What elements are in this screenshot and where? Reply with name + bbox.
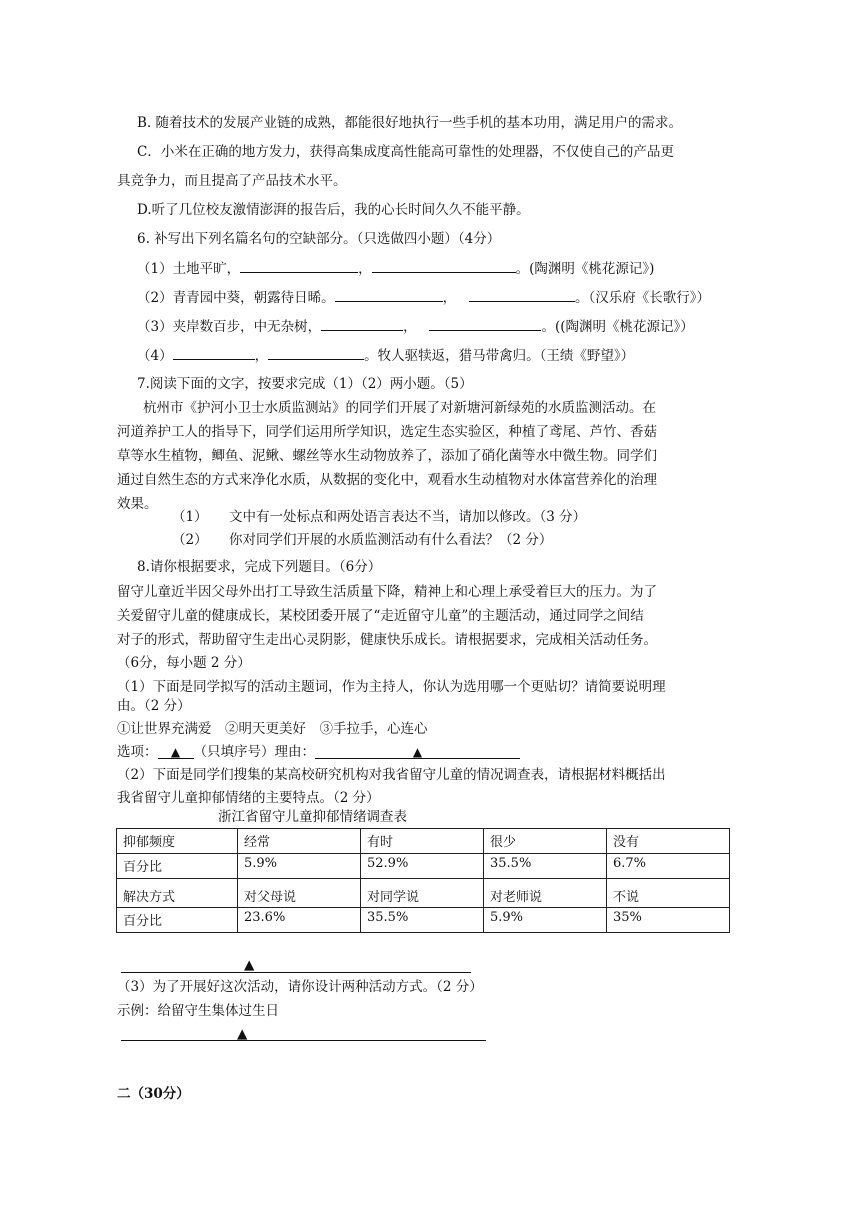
q6-item-4-blank-b[interactable] xyxy=(268,345,364,360)
q5-option-c-line2: 具竞争力，而且提高了产品技术水平。 xyxy=(117,173,347,189)
q8-passage-line4: （6分，每小题 2 分） xyxy=(117,655,251,671)
q5-option-d: D.听了几位校友激情澎湃的报告后，我的心长时间久久不能平静。 xyxy=(137,202,530,218)
q7-passage-line4: 通过自然生态的方式来净化水质，从数据的变化中，观看水生动植物对水体富营养化的治理 xyxy=(117,472,657,488)
q6-item-3-source: 。((陶渊明《桃花源记》） xyxy=(541,319,694,335)
q7-sub1-text: 文中有一处标点和两处语言表达不当，请加以修改。（3 分） xyxy=(229,509,587,525)
q7-sub1-number: （1） xyxy=(172,509,208,525)
q6-item-3-blank-b[interactable] xyxy=(429,316,541,331)
table-cell: 没有 xyxy=(607,829,730,854)
table-cell: 23.6% xyxy=(238,908,361,933)
q8-sub3-example: 示例：给留守生集体过生日 xyxy=(117,1003,279,1019)
q8-sub1-answer-line xyxy=(117,742,520,762)
q7-sub2-number: （2） xyxy=(172,532,208,548)
q6-item-2 xyxy=(137,287,710,308)
table-cell: 35.5% xyxy=(484,854,607,879)
q8-sub2-line2: 我省留守儿童抑郁情绪的主要特点。（2 分） xyxy=(117,790,380,806)
table-cell: 经常 xyxy=(238,829,361,854)
q6-item-4-prompt: （4） xyxy=(137,348,173,364)
survey-table-title: 浙江省留守儿童抑郁情绪调查表 xyxy=(218,809,407,825)
q6-item-1-blank-a[interactable] xyxy=(240,258,358,273)
table-cell: 百分比 xyxy=(117,854,238,879)
table-cell: 不说 xyxy=(607,879,730,908)
q8-passage-line1: 留守儿童近半因父母外出打工导致生活质量下降，精神上和心理上承受着巨大的压力。为了 xyxy=(117,584,657,600)
answer-triangle-icon: ▲ xyxy=(412,745,423,759)
table-cell: 有时 xyxy=(361,829,484,854)
q6-item-3-blank-a[interactable] xyxy=(321,316,403,331)
table-cell: 6.7% xyxy=(607,854,730,879)
table-row xyxy=(117,829,730,854)
table-row xyxy=(117,908,730,933)
q6-item-3-prompt: （3）夹岸数百步，中无杂树， xyxy=(137,319,322,335)
q7-sub2-text: 你对同学们开展的水质监测活动有什么看法？（2 分） xyxy=(229,532,553,548)
table-cell: 52.9% xyxy=(361,854,484,879)
table-cell: 抑郁频度 xyxy=(117,829,238,854)
q6-item-4-sep: ， xyxy=(254,348,269,364)
q6-item-3 xyxy=(137,316,694,337)
table-row xyxy=(117,854,730,879)
table-cell: 对老师说 xyxy=(484,879,607,908)
q6-item-4 xyxy=(137,345,634,366)
q6-item-1 xyxy=(137,258,654,279)
q6-item-1-source: 。(陶渊明《桃花源记》) xyxy=(515,261,655,277)
q8-sub3-text: （3）为了开展好这次活动，请你设计两种活动方式。（2 分） xyxy=(117,979,483,995)
answer-triangle-icon: ▲ xyxy=(237,1026,248,1042)
answer-triangle-icon: ▲ xyxy=(170,745,181,759)
table-cell: 5.9% xyxy=(484,908,607,933)
q8-sub1-options: ①让世界充满爱 ②明天更美好 ③手拉手，心连心 xyxy=(117,721,428,737)
q8-sub2-line1: （2）下面是同学们搜集的某高校研究机构对我省留守儿童的情况调查表，请根据材料概括出 xyxy=(117,767,666,783)
table-cell: 5.9% xyxy=(238,854,361,879)
q8-passage-line2: 关爱留守儿童的健康成长，某校团委开展了“走近留守儿童”的主题活动，通过同学之间结 xyxy=(117,608,644,624)
q6-item-2-prompt: （2）青青园中葵，朝露待日晞。 xyxy=(137,290,335,306)
q5-option-c-line1: C．小米在正确的地方发力，获得高集成度高性能高可靠性的处理器，不仅使自己的产品更 xyxy=(137,144,674,160)
table-cell: 35% xyxy=(607,908,730,933)
table-cell: 对父母说 xyxy=(238,879,361,908)
q6-item-2-blank-b[interactable] xyxy=(469,287,575,302)
q7-passage-line5: 效果。 xyxy=(117,496,158,512)
q8-reason-blank[interactable] xyxy=(315,742,520,759)
survey-table xyxy=(116,828,730,933)
table-cell: 百分比 xyxy=(117,908,238,933)
table-row xyxy=(117,879,730,908)
q6-item-1-blank-b[interactable] xyxy=(372,258,516,273)
q6-item-2-sep: ， xyxy=(442,290,457,306)
q7-passage-line2: 河道养护工人的指导下，同学们运用所学知识，选定生态实验区，种植了鸢尾、芦竹、香菇 xyxy=(117,424,657,440)
table-cell: 很少 xyxy=(484,829,607,854)
q8-sub3-answer-line[interactable] xyxy=(121,1040,486,1041)
table-cell: 对同学说 xyxy=(361,879,484,908)
q6-title: 6. 补写出下列名篇名句的空缺部分。（只选做四小题）（4分） xyxy=(137,231,501,247)
q6-item-2-source: 。（汉乐府《长歌行》） xyxy=(574,290,710,306)
q6-item-1-sep: ， xyxy=(358,261,372,277)
q5-option-b: B. 随着技术的发展产业链的成熟，都能很好地执行一些手机的基本功用，满足用户的需求。 xyxy=(137,115,683,131)
q6-item-4-source: 。牧人驱犊返，猎马带禽归。（王绩《野望》） xyxy=(364,348,635,364)
answer-triangle-icon: ▲ xyxy=(244,957,255,973)
q8-choice-note: （只填序号）理由： xyxy=(193,744,315,760)
q8-sub1-line1: （1）下面是同学拟写的活动主题词，作为主持人，你认为选用哪一个更贴切？请简要说明理 xyxy=(117,679,666,695)
table-cell: 35.5% xyxy=(361,908,484,933)
q6-item-3-sep: ， xyxy=(403,319,417,335)
q6-item-2-blank-a[interactable] xyxy=(335,287,443,302)
table-cell: 解决方式 xyxy=(117,879,238,908)
q7-passage-line3: 草等水生植物，鲫鱼、泥鳅、螺丝等水生动物放养了，添加了硝化菌等水中微生物。同学们 xyxy=(117,448,657,464)
q8-choice-label: 选项： xyxy=(117,744,158,760)
q6-item-4-blank-a[interactable] xyxy=(173,345,255,360)
section-2-heading: 二（30分） xyxy=(117,1086,190,1102)
q8-sub1-line2: 由。（2 分） xyxy=(117,698,191,714)
q8-choice-blank[interactable] xyxy=(158,742,194,759)
q7-title: 7.阅读下面的文字，按要求完成（1）（2）两小题。（5） xyxy=(137,376,473,392)
q6-item-1-prompt: （1）土地平旷， xyxy=(137,261,241,277)
q8-sub2-answer-line[interactable] xyxy=(121,972,471,973)
q8-title: 8.请你根据要求，完成下列题目。（6分） xyxy=(137,559,382,575)
q7-passage-line1: 杭州市《护河小卫士水质监测站》的同学们开展了对新塘河新绿苑的水质监测活动。在 xyxy=(143,400,656,416)
q8-passage-line3: 对子的形式，帮助留守生走出心灵阴影，健康快乐成长。请根据要求，完成相关活动任务。 xyxy=(117,632,657,648)
